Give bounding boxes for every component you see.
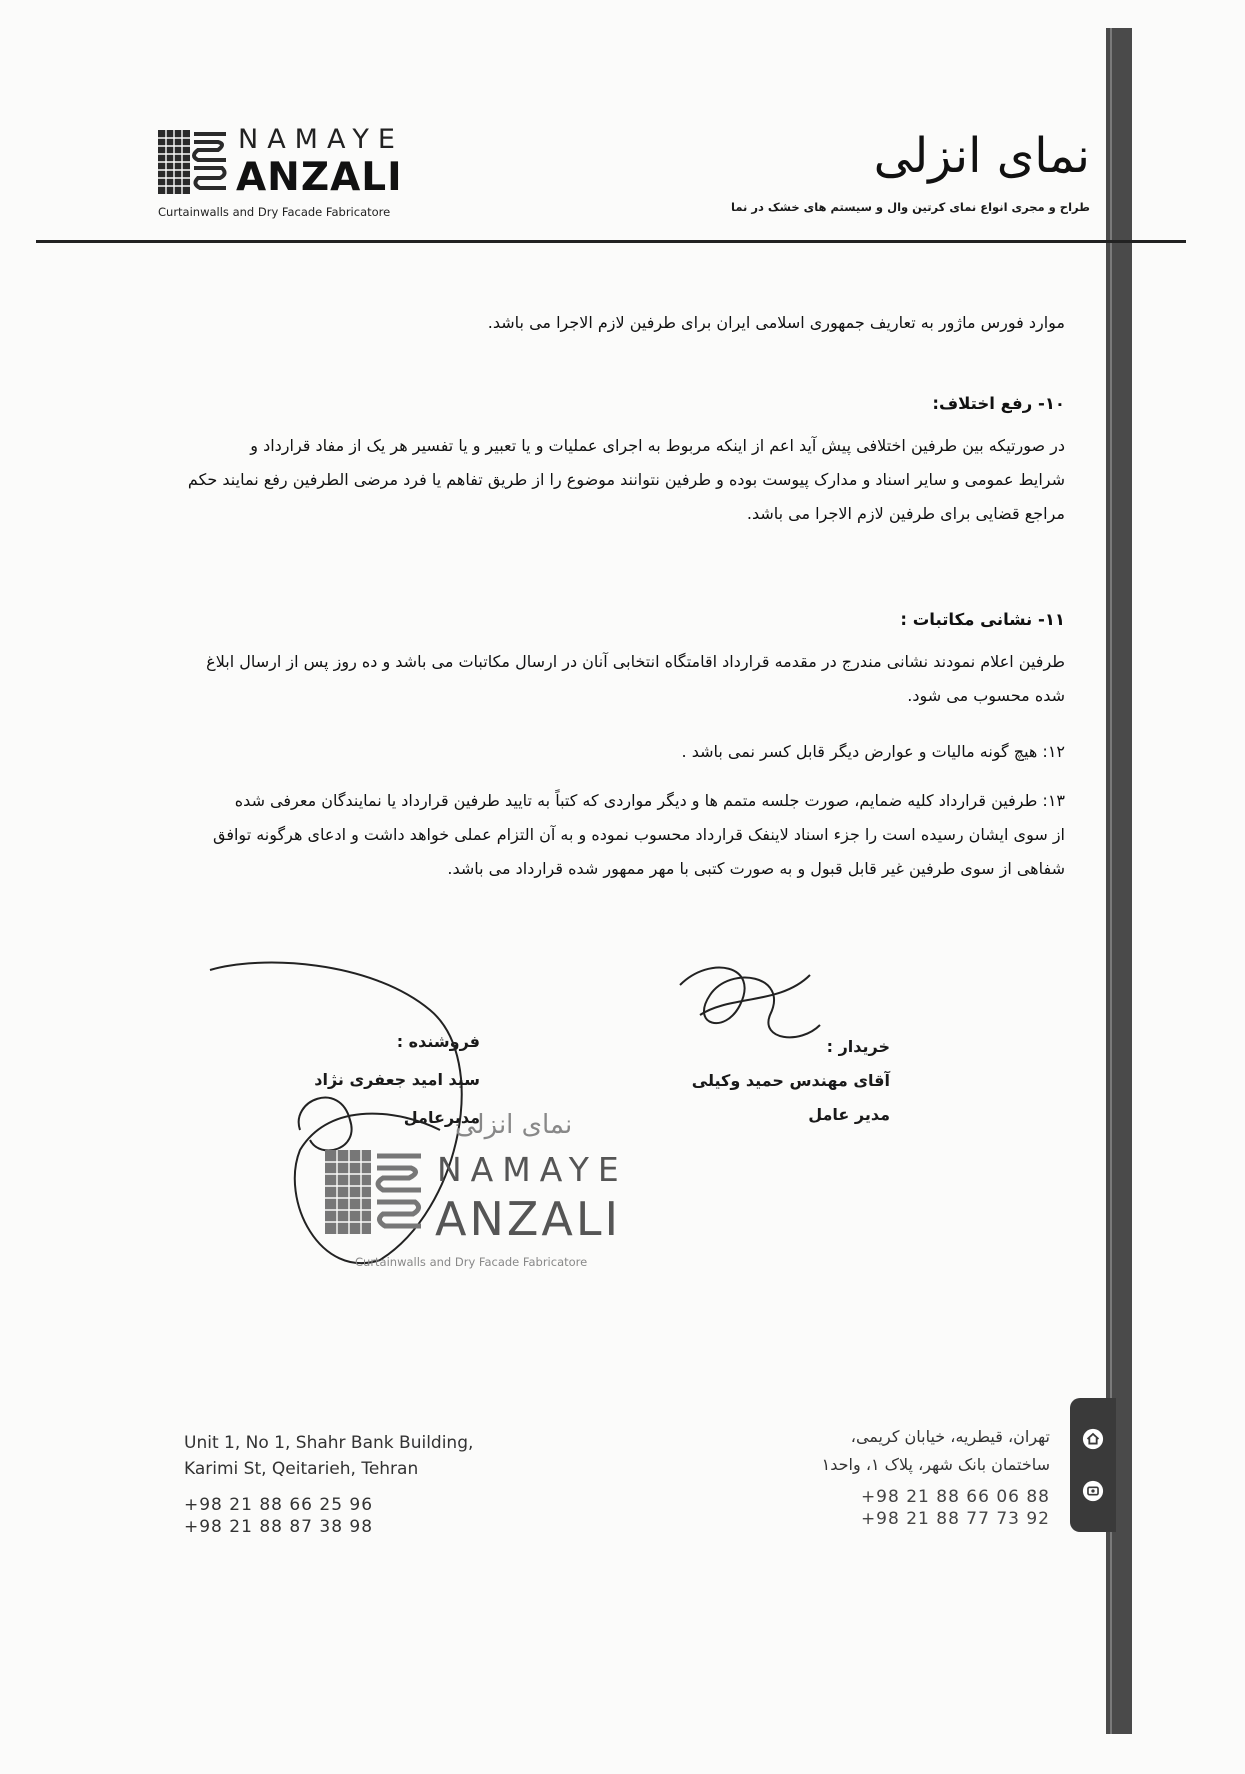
brand-name-line1: NAMAYE (238, 124, 404, 155)
section-10 (165, 387, 1065, 531)
seller-name: سید امید جعفری نژاد (314, 1070, 480, 1089)
footer-phone: +98 21 88 66 25 96 (184, 1495, 374, 1515)
section-11-heading: ۱۱- نشانی مکاتبات : (900, 610, 1065, 629)
section-13 (165, 784, 1065, 886)
section-10-line: مراجع قضایی برای طرفین لازم الاجرا می باشد. (746, 504, 1065, 523)
footer-phone: +98 21 88 77 73 92 (860, 1509, 1050, 1529)
footer-phone: +98 21 88 87 38 98 (184, 1517, 374, 1537)
footer-phone: +98 21 88 66 06 88 (860, 1487, 1050, 1507)
section-13-line: شفاهی از سوی طرفین غیر قابل قبول و به صورت کتبی با مهر ممهور شده قرارداد می باشد. (447, 859, 1065, 878)
intro-line: موارد فورس ماژور به تعاریف جمهوری اسلامی ایران برای طرفین لازم الاجرا می باشد. (487, 313, 1065, 332)
company-logo-en (158, 124, 408, 225)
seller-title: مدیرعامل (403, 1108, 480, 1127)
stamp-brand-line2: ANZALI (435, 1192, 622, 1246)
section-13-line: ۱۳: طرفین قرارداد کلیه ضمایم، صورت جلسه متمم ها و دیگر مواردی که کتباً به تایید طرفین قرارداد یا نمایندگان معرفی شده (234, 791, 1065, 810)
stamp-brand-fa: نمای انزلی (455, 1110, 573, 1140)
stamp-logo-icon (325, 1150, 425, 1234)
stamp-brand-line1: NAMAYE (437, 1150, 628, 1189)
buyer-name: آقای مهندس حمید وکیلی (691, 1071, 890, 1090)
brand-name-line2: ANZALI (236, 155, 403, 200)
footer-phones-fa (860, 1486, 1050, 1530)
logo-mark-icon (158, 130, 228, 194)
section-11-line: طرفین اعلام نمودند نشانی مندرج در مقدمه قرارداد اقامتگاه انتخابی آنان در ارسال مکاتبات می باشد و ده روز پس از ارسال ابلاغ (206, 652, 1065, 671)
buyer-label: خریدار : (826, 1037, 890, 1056)
contact-tab (1070, 1398, 1116, 1532)
footer-address-line: تهران، قیطریه، خیابان کریمی، (850, 1427, 1050, 1446)
footer-address-en (184, 1430, 473, 1482)
home-icon (1082, 1428, 1104, 1450)
footer-address-line: ساختمان بانک شهر، پلاک ۱، واحد۱ (821, 1455, 1050, 1474)
stamp-tagline: Curtainwalls and Dry Facade Fabricatore (355, 1255, 588, 1269)
footer-phones-en (184, 1494, 373, 1538)
section-10-line: شرایط عمومی و سایر اسناد و مدارک پیوست بوده و طرفین نتوانند موضوع را از طریق تفاهم یا فرد مرضی الطرفین رفع نمایند حکم (187, 470, 1065, 489)
footer-address-line: Karimi St, Qeitarieh, Tehran (184, 1459, 419, 1479)
section-10-heading: ۱۰- رفع اختلاف: (932, 394, 1065, 413)
company-logo-fa (731, 128, 1090, 228)
section-13-line: از سوی ایشان رسیده است را جزء اسناد لاینفک قرارداد محسوب نموده و به آن التزام عملی خواهد داشت و ادعای هرگونه توافق (212, 825, 1065, 844)
brand-tagline-fa: طراح و مجری انواع نمای کرتین وال و سیستم های خشک در نما (731, 200, 1090, 214)
footer-address-line: Unit 1, No 1, Shahr Bank Building, (184, 1433, 474, 1453)
seller-label: فروشنده : (396, 1032, 480, 1051)
brand-tagline: Curtainwalls and Dry Facade Fabricatore (158, 205, 391, 219)
buyer-title: مدیر عامل (808, 1105, 890, 1124)
brand-name-fa: نمای انزلی (873, 128, 1090, 184)
buyer-signature-icon (670, 955, 840, 1075)
section-12-line: ۱۲: هیچ گونه مالیات و عوارض دیگر قابل کسر نمی باشد . (681, 742, 1065, 761)
section-11 (165, 603, 1065, 713)
phone-icon (1082, 1480, 1104, 1502)
header-divider (36, 240, 1186, 243)
footer-address-fa (760, 1423, 1050, 1479)
section-10-line: در صورتیکه بین طرفین اختلافی پیش آید اعم از اینکه مربوط به اجرای عملیات و یا تعبیر و یا تفسیر هر یک از مفاد قرارداد و (250, 436, 1065, 455)
section-11-line: شده محسوب می شود. (907, 686, 1065, 705)
intro-paragraph (165, 306, 1065, 340)
section-12 (165, 735, 1065, 769)
